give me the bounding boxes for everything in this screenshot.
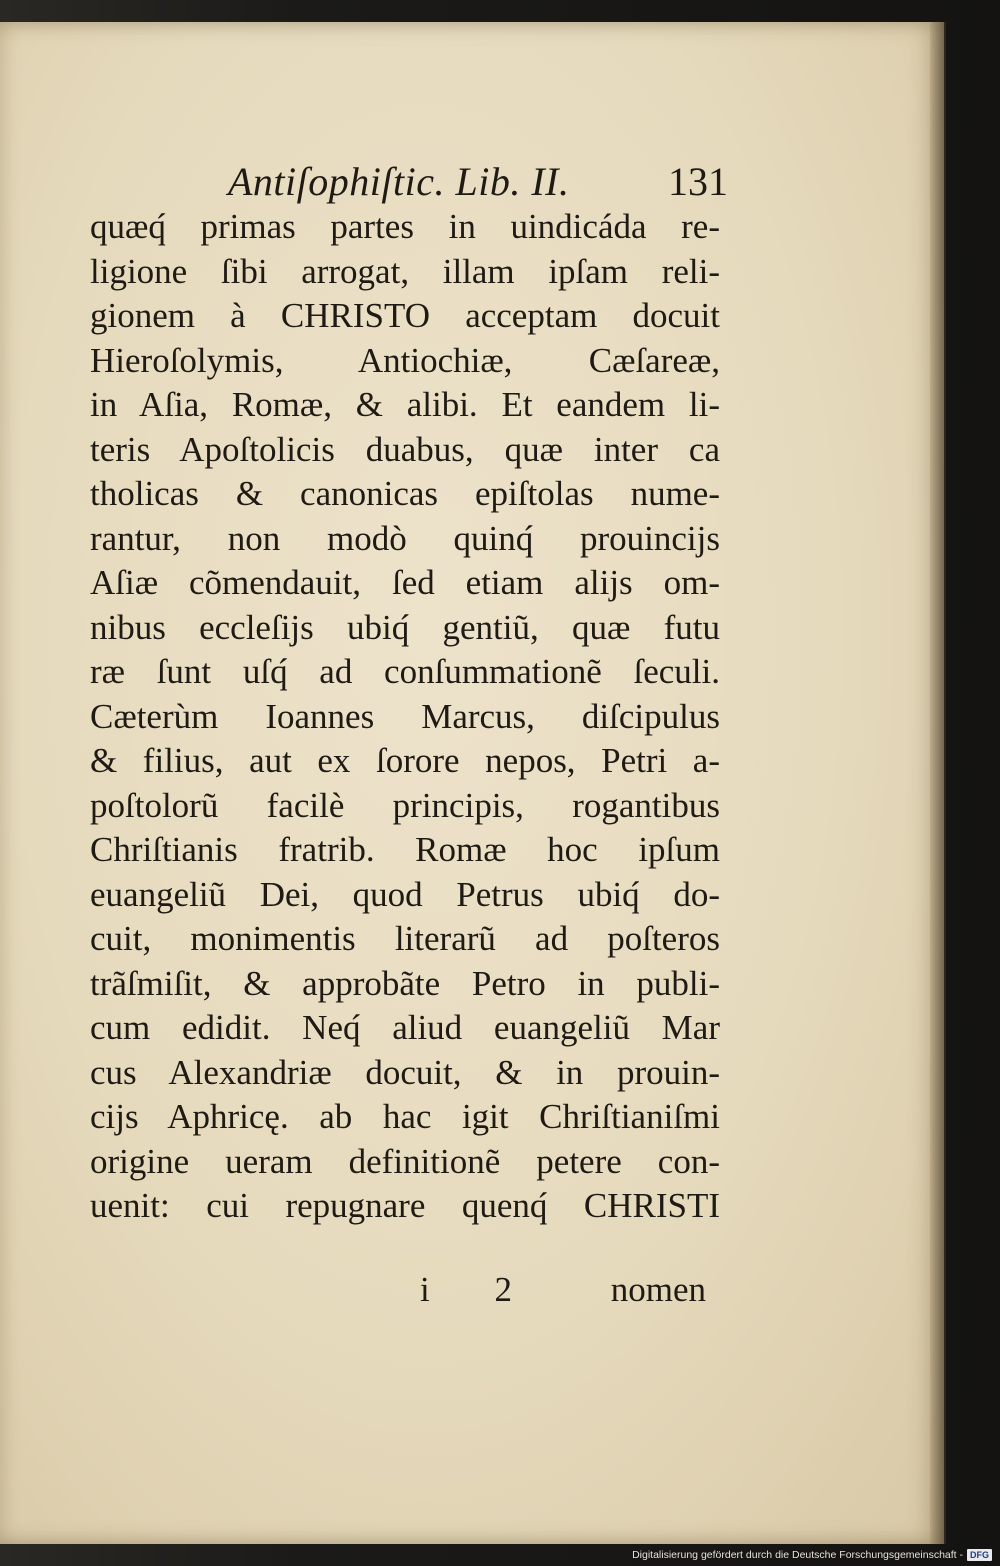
body-text [90, 205, 720, 1229]
digitization-credit [632, 1548, 992, 1562]
text-line: Hieroſolymis, Antiochiæ, Cæſareæ, [90, 340, 720, 380]
running-title: Antiſophiſtic. Lib. II. [228, 159, 570, 204]
text-line: & filius, aut ex ſorore nepos, Petri a- [90, 741, 720, 780]
text-line: trãſmiſit, & approbãte Petro in publi- [90, 963, 720, 1003]
catchword: nomen [610, 1270, 706, 1309]
text-line: Aſiæ cõmendauit, ſed etiam alijs om- [90, 563, 720, 602]
text-line: cuit, monimentis literarũ ad poſteros [90, 919, 720, 958]
credit-text: Digitalisierung gefördert durch die Deutsche Forschungsgemeinschaft - [632, 1549, 963, 1561]
text-line: in Aſia, Romæ, & alibi. Et eandem li- [90, 385, 720, 424]
text-line: rantur, non modò quinq́ prouincijs [90, 518, 720, 558]
dfg-logo-icon: DFG [967, 1549, 992, 1561]
text-line: origine ueram definitionẽ petere con- [90, 1141, 720, 1181]
text-line: uenit: cui repugnare quenq́ CHRISTI [90, 1186, 720, 1225]
text-line: cum edidit. Neq́ aliud euangeliũ Mar [90, 1008, 720, 1047]
text-line: ligione ſibi arrogat, illam ipſam reli- [90, 251, 720, 291]
text-line: teris Apoſtolicis duabus, quæ inter ca [90, 429, 720, 469]
text-line: euangeliũ Dei, quod Petrus ubiq́ do- [90, 874, 720, 914]
page-footer [90, 1270, 720, 1314]
text-line: gionem à CHRISTO acceptam docuit [90, 296, 720, 335]
text-line: nibus eccleſijs ubiq́ gentiũ, quæ futu [90, 607, 720, 647]
text-line: tholicas & canonicas epiſtolas nume- [90, 474, 720, 513]
text-line: ræ ſunt uſq́ ad conſummationẽ ſeculi. [90, 652, 720, 691]
text-line: cus Alexandriæ docuit, & in prouin- [90, 1052, 720, 1092]
text-line: Cæterùm Ioannes Marcus, diſcipulus [90, 696, 720, 736]
text-line: quæq́ primas partes in uindicáda re- [90, 207, 720, 246]
running-head [228, 158, 728, 204]
page-edge-shadow [930, 22, 946, 1544]
text-line: cijs Aphricę. ab hac igit Chriſtianiſmi [90, 1097, 720, 1136]
signature-mark: i 2 [420, 1270, 540, 1309]
text-line: poſtolorũ facilè principis, rogantibus [90, 785, 720, 825]
text-line: Chriſtianis fratrib. Romæ hoc ipſum [90, 830, 720, 869]
folio-number: 131 [668, 159, 728, 204]
